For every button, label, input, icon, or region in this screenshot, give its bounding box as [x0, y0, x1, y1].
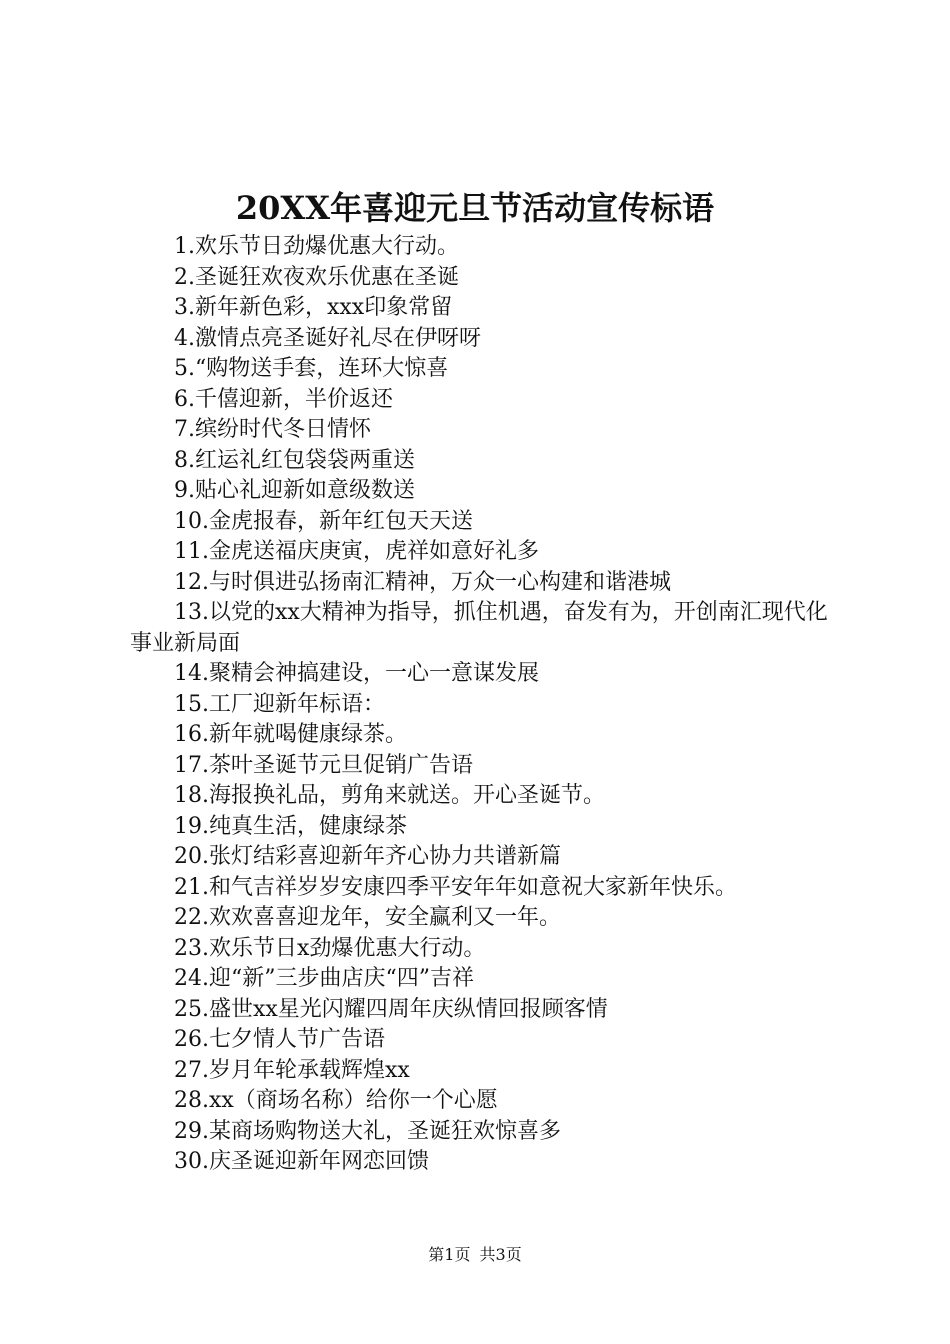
list-item: 23.欢乐节日x劲爆优惠大行动。: [174, 935, 486, 961]
list-item: 12.与时俱进弘扬南汇精神，万众一心构建和谐港城: [174, 569, 671, 595]
list-item: 1.欢乐节日劲爆优惠大行动。: [174, 234, 459, 259]
list-item: 22.欢欢喜喜迎龙年，安全赢利又一年。: [174, 905, 561, 930]
list-item: 17.茶叶圣诞节元旦促销广告语: [174, 752, 473, 778]
list-item: 5.“购物送手套，连环大惊喜: [174, 356, 449, 381]
list-item: 29.某商场购物送大礼，圣诞狂欢惊喜多: [174, 1118, 561, 1144]
list-item: 16.新年就喝健康绿茶。: [174, 722, 407, 747]
list-item: 21.和气吉祥岁岁安康四季平安年年如意祝大家新年快乐。: [174, 874, 737, 900]
page-total: 共3页: [479, 1245, 522, 1264]
list-item: 28.xx（商场名称）给你一个心愿: [174, 1088, 498, 1113]
list-item: 19.纯真生活，健康绿茶: [174, 813, 407, 839]
list-item: 30.庆圣诞迎新年网恋回馈: [174, 1149, 429, 1174]
slogan-list: [130, 232, 840, 1178]
list-item: 27.岁月年轮承载辉煌xx: [174, 1057, 410, 1083]
list-item: 20.张灯结彩喜迎新年齐心协力共谱新篇: [174, 844, 561, 869]
list-item: 4.激情点亮圣诞好礼尽在伊呀呀: [174, 325, 481, 351]
list-item: 15.工厂迎新年标语：: [174, 691, 385, 717]
list-item: 18.海报换礼品，剪角来就送。开心圣诞节。: [174, 783, 605, 808]
list-item: 2.圣诞狂欢夜欢乐优惠在圣诞: [174, 264, 459, 290]
list-item: 10.金虎报春，新年红包天天送: [174, 508, 473, 534]
list-item: 26.七夕情人节广告语: [174, 1027, 385, 1052]
list-item: 8.红运礼红包袋袋两重送: [174, 447, 415, 473]
page-number: 第1页: [428, 1245, 471, 1264]
list-item: 3.新年新色彩，xxx印象常留: [174, 295, 453, 320]
list-item: 7.缤纷时代冬日情怀: [174, 417, 371, 442]
list-item: 25.盛世xx星光闪耀四周年庆纵情回报顾客情: [174, 996, 608, 1022]
list-item: 13.以党的xx大精神为指导，抓住机遇，奋发有为，开创南汇现代化事业新局面: [130, 600, 828, 656]
page-footer: [0, 1243, 950, 1267]
list-item: 14.聚精会神搞建设，一心一意谋发展: [174, 661, 539, 686]
list-item: 9.贴心礼迎新如意级数送: [174, 478, 415, 503]
list-item: 11.金虎送福庆庚寅，虎祥如意好礼多: [174, 539, 539, 564]
document-title: 20XX年喜迎元旦节活动宣传标语: [235, 189, 715, 227]
list-item: 24.迎“新”三步曲店庆“四”吉祥: [174, 966, 474, 991]
list-item: 6.千僖迎新，半价返还: [174, 386, 393, 412]
